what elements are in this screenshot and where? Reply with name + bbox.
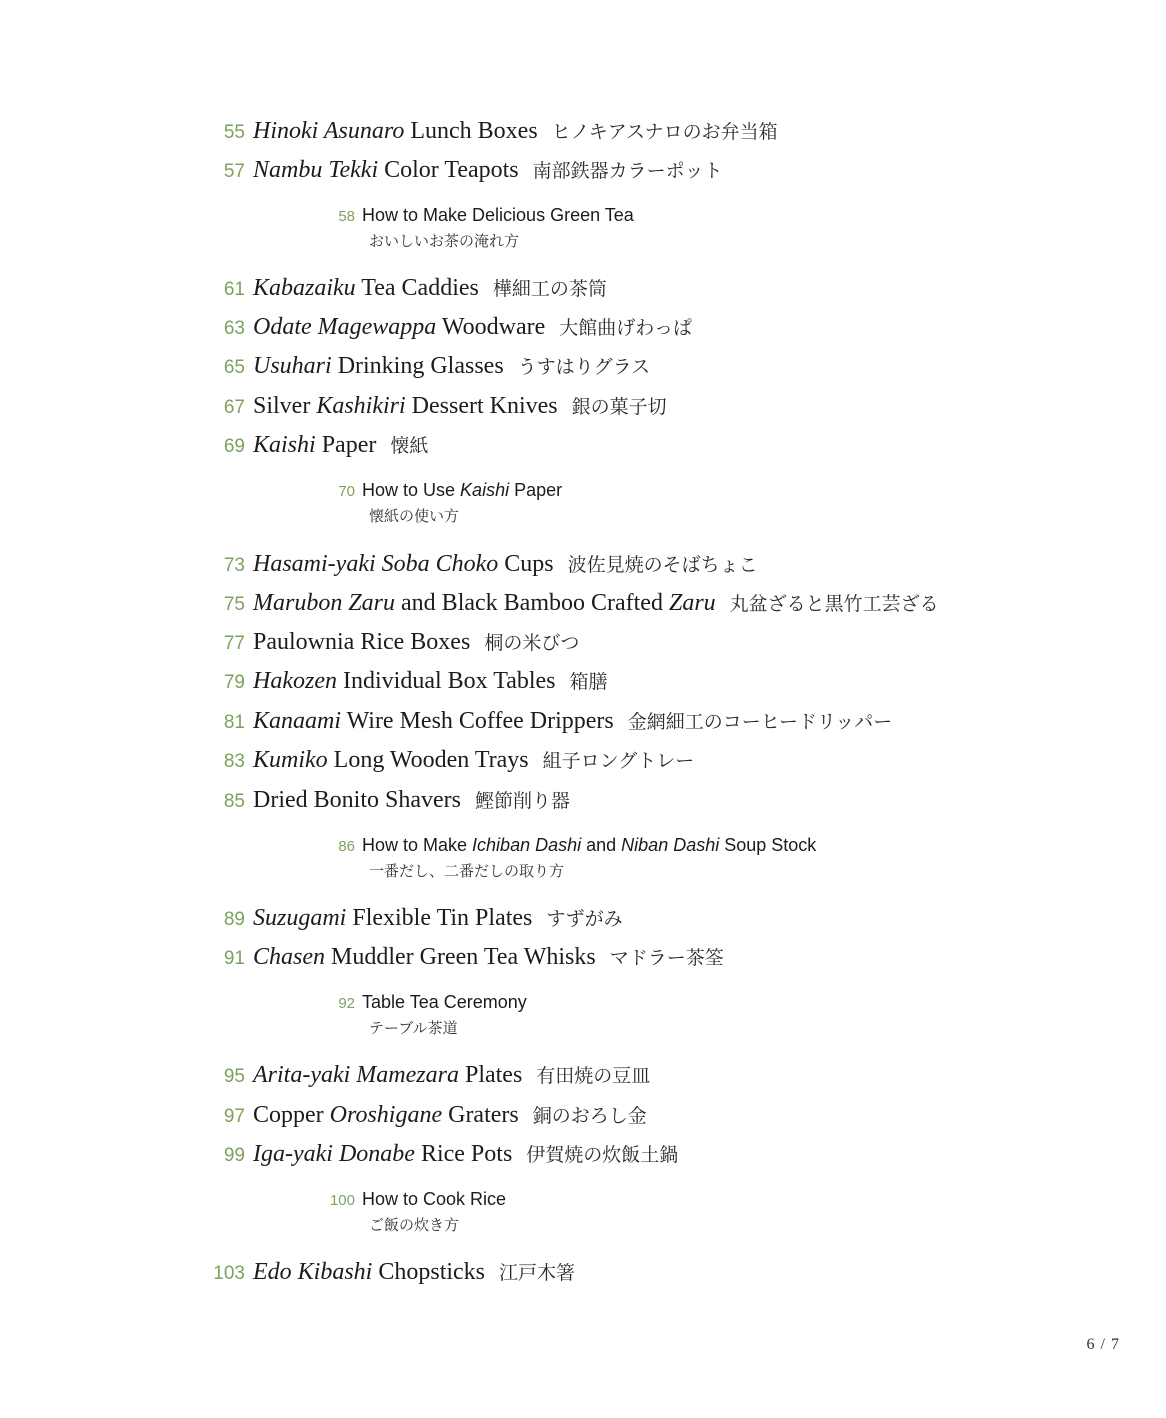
toc-entry-title [253, 747, 529, 774]
toc-entry-title [253, 275, 479, 302]
toc-entry-japanese: 銅のおろし金 [532, 1105, 647, 1127]
toc-entry[interactable] [0, 392, 667, 420]
title-segment: Soup Stock [719, 835, 817, 855]
toc-entry-title [253, 314, 545, 341]
toc-subentry-page: 70 [338, 483, 355, 500]
title-segment: Paper [315, 432, 377, 458]
toc-entry-page: 83 [223, 751, 245, 772]
toc-entry-japanese: 金網細工のコーヒードリッパー [627, 711, 893, 733]
toc-entry-title [253, 1062, 522, 1089]
title-segment: Drinking Glasses [331, 353, 504, 379]
toc-entry-page: 57 [223, 161, 245, 182]
title-segment: How to Cook Rice [362, 1189, 507, 1209]
toc-entry-page: 69 [223, 436, 245, 457]
toc-entry-japanese: 鰹節削り器 [474, 790, 570, 812]
toc-entry-title [253, 157, 519, 184]
toc-entry-title [253, 944, 596, 971]
toc-entry[interactable] [0, 313, 692, 341]
title-segment: Edo Kibashi [253, 1259, 373, 1285]
toc-entry[interactable] [0, 746, 694, 774]
title-segment: Odate Magewappa [253, 314, 437, 340]
toc-entry-title [253, 668, 556, 695]
title-segment: Usuhari [253, 353, 332, 379]
toc-entry[interactable] [0, 431, 428, 459]
toc-entry-japanese: 箱膳 [569, 671, 608, 693]
title-segment: Oroshigane [329, 1102, 443, 1128]
toc-entry-page: 75 [223, 594, 245, 615]
toc-entry-japanese: うすはりグラス [517, 356, 651, 378]
page-indicator [1030, 1336, 1120, 1354]
toc-entry[interactable] [0, 1101, 647, 1129]
toc-entry-page: 73 [223, 555, 245, 576]
title-segment: Hasami-yaki Soba Choko [253, 551, 499, 577]
toc-subentry-japanese: 懐紙の使い方 [369, 507, 460, 525]
title-segment: Individual Box Tables [336, 668, 556, 694]
toc-subentry-page: 86 [338, 838, 355, 855]
toc-entry-title [253, 432, 376, 459]
toc-subentry-japanese: ご飯の炊き方 [369, 1216, 460, 1234]
toc-entry-title [253, 1102, 519, 1129]
toc-entry-page: 91 [223, 948, 245, 969]
title-segment: Table Tea Ceremony [362, 992, 527, 1012]
title-segment: Color Teapots [378, 157, 519, 183]
toc-subentry[interactable] [0, 992, 527, 1038]
title-segment: Iga-yaki Donabe [253, 1141, 415, 1167]
toc-subentry-title [362, 835, 816, 856]
toc-entry-japanese: 南部鉄器カラーポット [532, 160, 723, 182]
toc-entry-title [253, 353, 504, 380]
title-segment: Dried Bonito Shavers [253, 787, 461, 813]
toc-subentry-title [362, 1189, 506, 1210]
title-segment: Kumiko [253, 747, 328, 773]
title-segment: Silver [253, 393, 317, 419]
toc-entry-japanese: 伊賀焼の炊飯土鍋 [526, 1144, 679, 1166]
toc-entry-page: 61 [223, 279, 245, 300]
title-segment: Tea Caddies [355, 275, 479, 301]
toc-entry-title [253, 118, 538, 145]
title-segment: How to Use [362, 480, 461, 500]
toc-entry-title [253, 590, 716, 617]
toc-subentry-page: 58 [338, 208, 355, 225]
total-pages: 7 [1111, 1336, 1120, 1353]
toc-entry[interactable] [0, 352, 650, 380]
title-segment: Niban Dashi [621, 835, 720, 855]
toc-entry[interactable] [0, 1140, 678, 1168]
title-segment: Plates [458, 1062, 523, 1088]
toc-entry[interactable] [0, 904, 623, 932]
title-segment: Suzugami [253, 905, 347, 931]
toc-entry-page: 95 [223, 1066, 245, 1087]
title-segment: Zaru [668, 590, 716, 616]
toc-entry-title [253, 551, 554, 578]
toc-subentry-japanese: テーブル茶道 [369, 1019, 458, 1037]
title-segment: Copper [253, 1102, 330, 1128]
title-segment: Lunch Boxes [404, 118, 538, 144]
title-segment: Muddler Green Tea Whisks [325, 944, 596, 970]
title-segment: Paulownia Rice Boxes [253, 629, 471, 655]
toc-entry[interactable] [0, 1258, 575, 1286]
toc-subentry-page: 100 [329, 1192, 355, 1209]
toc-entry-japanese: 桐の米びつ [484, 632, 580, 654]
toc-entry-title [253, 905, 532, 932]
toc-entry-page: 77 [223, 633, 245, 654]
title-segment: Hinoki Asunaro [253, 118, 405, 144]
title-segment: Arita-yaki Mamezara [253, 1062, 459, 1088]
title-segment: and Black Bamboo Crafted [395, 590, 669, 616]
toc-subentry[interactable] [0, 480, 562, 526]
toc-entry-page: 85 [223, 791, 245, 812]
title-segment: Ichiban Dashi [472, 835, 582, 855]
current-page: 6 [1086, 1336, 1096, 1353]
toc-entry-japanese: 樺細工の茶筒 [492, 278, 607, 300]
toc-subentry-japanese: おいしいお茶の淹れ方 [369, 232, 520, 250]
title-segment: Paper [509, 480, 563, 500]
toc-subentry-title [362, 205, 634, 226]
toc-entry[interactable] [0, 1061, 650, 1089]
toc-subentry-japanese: 一番だし、二番だしの取り方 [369, 862, 565, 880]
title-segment: Kaishi [460, 480, 510, 500]
title-segment: Marubon Zaru [253, 590, 396, 616]
toc-subentry[interactable] [0, 1189, 506, 1235]
toc-entry-page: 99 [223, 1145, 245, 1166]
toc-entry-japanese: マドラー茶筌 [609, 947, 724, 969]
toc-subentry-title [362, 992, 527, 1013]
toc-entry-title [253, 629, 470, 656]
title-segment: Dessert Knives [405, 393, 558, 419]
toc-entry-japanese: 江戸木箸 [499, 1262, 576, 1284]
title-segment: Chopsticks [372, 1259, 486, 1285]
toc-entry-page: 89 [223, 909, 245, 930]
toc-subentry[interactable] [0, 835, 816, 881]
title-segment: How to Make [362, 835, 473, 855]
toc-entry-japanese: 銀の菓子切 [571, 396, 667, 418]
toc-entry[interactable] [0, 274, 607, 302]
title-segment: Flexible Tin Plates [346, 905, 533, 931]
title-segment: Chasen [253, 944, 325, 970]
toc-entry-japanese: 組子ロングトレー [542, 750, 695, 772]
toc-entry-title [253, 1259, 485, 1286]
toc-entry-page: 79 [223, 672, 245, 693]
toc-entry[interactable] [0, 589, 939, 617]
toc-entry-japanese: 波佐見焼のそばちょこ [567, 554, 758, 576]
title-segment: Graters [442, 1102, 519, 1128]
toc-entry-title [253, 393, 558, 420]
toc-entry-page: 65 [223, 357, 245, 378]
toc-subentry[interactable] [0, 205, 634, 251]
toc-entry[interactable] [0, 550, 758, 578]
toc-entry-page: 103 [213, 1263, 245, 1284]
toc-entry-title [253, 1141, 512, 1168]
title-segment: Hakozen [253, 668, 337, 694]
title-segment: Kashikiri [316, 393, 406, 419]
toc-entry[interactable] [0, 667, 608, 695]
toc-entry-japanese: 有田焼の豆皿 [536, 1065, 651, 1087]
title-segment: Kanaami [253, 708, 342, 734]
toc-entry[interactable] [0, 786, 570, 814]
title-segment: and [581, 835, 622, 855]
title-segment: Rice Pots [414, 1141, 513, 1167]
toc-subentry-page: 92 [338, 995, 355, 1012]
toc-entry-japanese: 丸盆ざると黒竹工芸ざる [729, 593, 939, 615]
toc-entry-page: 67 [223, 397, 245, 418]
title-segment: Nambu Tekki [253, 157, 379, 183]
title-segment: Kabazaiku [253, 275, 356, 301]
toc-entry[interactable] [0, 117, 778, 145]
toc-entry-page: 63 [223, 318, 245, 339]
toc-entry-page: 81 [223, 712, 245, 733]
toc-entry[interactable] [0, 707, 892, 735]
page-separator: / [1100, 1336, 1106, 1353]
toc-entry[interactable] [0, 156, 723, 184]
toc-entry[interactable] [0, 628, 579, 656]
toc-entry-title [253, 787, 461, 814]
toc-entry[interactable] [0, 943, 724, 971]
toc-entry-japanese: 懐紙 [390, 435, 429, 457]
title-segment: Woodware [436, 314, 546, 340]
title-segment: Wire Mesh Coffee Drippers [341, 708, 614, 734]
toc-entry-japanese: ヒノキアスナロのお弁当箱 [551, 121, 778, 143]
title-segment: Long Wooden Trays [327, 747, 529, 773]
toc-entry-japanese: 大館曲げわっぱ [559, 317, 693, 339]
toc-entry-page: 55 [223, 122, 245, 143]
toc-entry-title [253, 708, 614, 735]
title-segment: Cups [498, 551, 554, 577]
toc-subentry-title [362, 480, 562, 501]
title-segment: Kaishi [253, 432, 316, 458]
toc-entry-page: 97 [223, 1106, 245, 1127]
toc-entry-japanese: すずがみ [546, 908, 623, 930]
title-segment: How to Make Delicious Green Tea [362, 205, 634, 225]
